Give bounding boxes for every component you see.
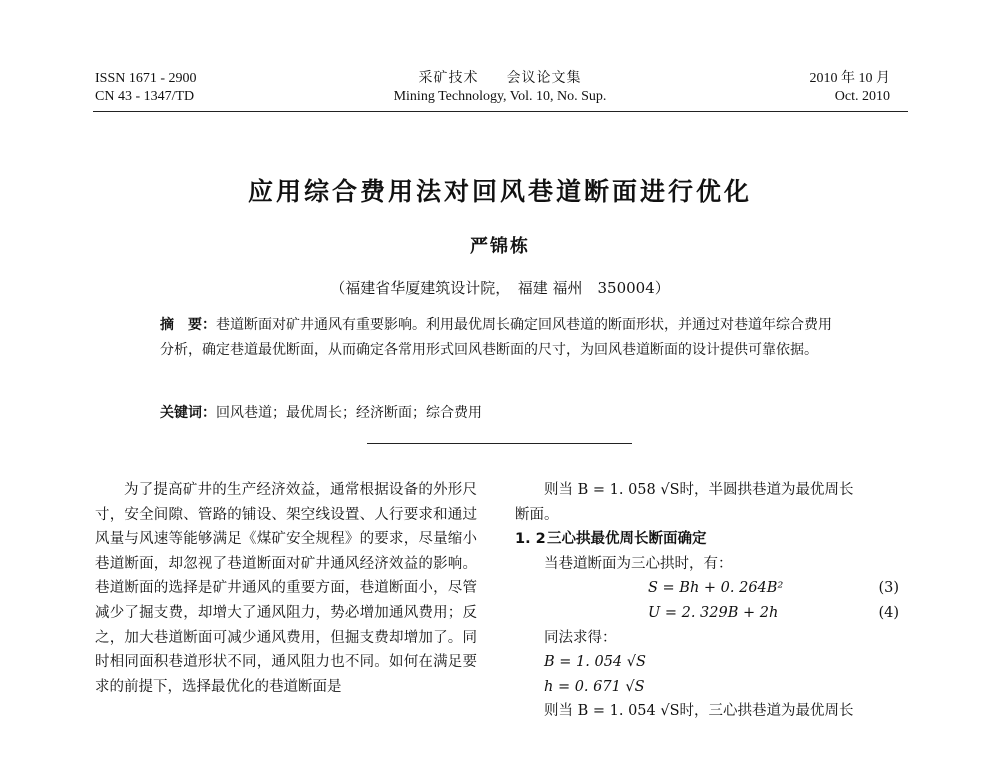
- header-journal-block: [350, 70, 650, 106]
- equation-3-number: (3): [878, 580, 899, 597]
- abstract-divider: [367, 443, 632, 444]
- equation-4: [515, 601, 907, 626]
- section-title: 三心拱最优周长断面确定: [547, 531, 707, 548]
- result-b: B = 1. 054 √S: [544, 654, 646, 671]
- equation-4-expr: U = 2. 329B + 2h: [648, 604, 779, 621]
- abstract-label: 摘 要：: [160, 317, 216, 333]
- keywords-label: 关键词：: [160, 405, 216, 421]
- paper-title: 应用综合费用法对回风巷道断面进行优化: [247, 177, 752, 206]
- section-heading: [515, 527, 907, 552]
- same-method-line: 同法求得：: [544, 629, 617, 646]
- equation-4-number: (4): [878, 604, 899, 621]
- result-line: 则当 B = 1. 058 √S时，半圆拱巷道为最优周长: [544, 482, 854, 498]
- abstract-text: 巷道断面对矿井通风有重要影响。利用最优周长确定回风巷道的断面形状，并通过对巷道年综合费用分析，确定巷道最优断面，从而确定各常用形式回风巷断面的尺寸，为回风巷道断面的设计提供可靠依据。: [160, 317, 832, 358]
- header-rule: [93, 111, 908, 112]
- journal-name-cn: 采矿技术 会议论文集: [418, 71, 582, 86]
- affiliation: （福建省华厦建筑设计院， 福建 福州 350004）: [330, 279, 670, 297]
- intro-paragraph: 为了提高矿井的生产经济效益，通常根据设备的外形尺寸，安全间隙、管路的铺设、架空线设置、人行要求和通过风量与风速等能够满足《煤矿安全规程》的要求，尽量缩小巷道断面，却忽视了巷道断面对矿井通风经济效益的影响。巷道断面的选择是矿井通风的重要方面，巷道断面小，尽管减少了掘支费，却增大了通风阻力，势必增加通风费用；反之，加大巷道断面可减少通风费用，但掘支费却增加了。同时相同面积巷道形状不同，通风阻力也不同。如何在满足要求的前提下，选择最优化的巷道断面是: [95, 482, 477, 695]
- section-number: 1. 2: [515, 531, 546, 548]
- issn: ISSN 1671 - 2900: [95, 71, 197, 86]
- equation-3: [515, 576, 907, 601]
- journal-name-en: Mining Technology, Vol. 10, No. Sup.: [393, 89, 607, 104]
- final-result-line: 则当 B = 1. 054 √S时，三心拱巷道为最优周长: [544, 703, 854, 720]
- header-date-block: [810, 70, 891, 106]
- right-column: [515, 478, 907, 724]
- header-issn-block: [95, 70, 197, 106]
- keywords-text: 回风巷道；最优周长；经济断面；综合费用: [216, 405, 482, 421]
- equation-3-expr: S = Bh + 0. 264B²: [648, 580, 784, 597]
- section-intro: 当巷道断面为三心拱时，有：: [544, 555, 733, 572]
- date-cn: 2010 年 10 月: [809, 71, 890, 86]
- keywords: [160, 401, 845, 426]
- left-column: [95, 478, 477, 699]
- result-line-cont: 断面。: [515, 506, 559, 523]
- date-en: Oct. 2010: [834, 89, 890, 104]
- cn-number: CN 43 - 1347/TD: [95, 89, 195, 104]
- result-h: h = 0. 671 √S: [544, 678, 645, 695]
- author: 严锦栋: [470, 236, 530, 257]
- abstract: [160, 313, 845, 363]
